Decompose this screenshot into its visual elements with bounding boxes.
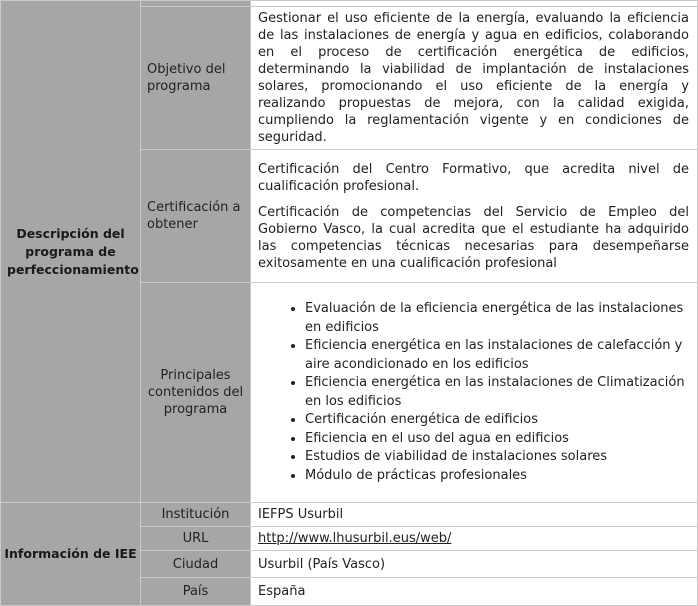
objetivo-paragraph: Gestionar el uso eficiente de la energía, evaluando la eficiencia de las instalaciones de energía y agua en edificios, colaborando en el proceso de certificación energética de edificios, determinando la viabilidad de implantación de instalaciones solares, promocionando el uso eficiente de la energía y realizando propuestas de mejora, con la calidad exigida, cumpliendo la reglamentación vigente y en condiciones de seguridad. <box>258 11 689 145</box>
certificacion-paragraph-2: Certificación de competencias del Servicio de Empleo del Gobierno Vasco, la cual acredita que el estudiante ha adquirido las competencias técnicas necesarias para desempeñarse exitosamente en una cualificación profesional <box>258 204 689 271</box>
certificacion-text <box>251 150 698 283</box>
list-item: • Eficiencia energética en las instalaciones de Climatización en los edificios <box>305 374 689 411</box>
institucion-value: IEFPS Usurbil <box>251 503 698 527</box>
url-cell <box>251 527 698 551</box>
ciudad-label: Ciudad <box>141 551 251 578</box>
pais-label: País <box>141 578 251 606</box>
list-item: • Certificación energética de edificios <box>305 411 689 430</box>
url-link[interactable]: http://www.lhusurbil.eus/web/ <box>258 531 452 546</box>
contenidos-label: Principales contenidos del programa <box>141 283 251 503</box>
program-section-header <box>1 1 141 503</box>
list-item: • Evaluación de la eficiencia energética de las instalaciones en edificios <box>305 300 689 337</box>
certificacion-label: Certificación a obtener <box>141 150 251 283</box>
url-label: URL <box>141 527 251 551</box>
pais-value: España <box>251 578 698 606</box>
list-item: • Eficiencia en el uso del agua en edificios <box>305 430 689 449</box>
contenidos-list <box>251 300 697 485</box>
objetivo-label: Objetivo del programa <box>141 7 251 150</box>
list-item: • Estudios de viabilidad de instalaciones solares <box>305 448 689 467</box>
iee-section-label: Información de IEE <box>4 546 137 561</box>
institucion-row <box>1 503 698 527</box>
ciudad-value: Usurbil (País Vasco) <box>251 551 698 578</box>
iee-section-header <box>1 503 141 606</box>
list-item: • Eficiencia energética en las instalaciones de calefacción y aire acondicionado en los edificios <box>305 337 689 374</box>
objetivo-text <box>251 7 698 150</box>
contenidos-list-cell <box>251 283 698 503</box>
institucion-label: Institución <box>141 503 251 527</box>
list-item: • Módulo de prácticas profesionales <box>305 467 689 486</box>
program-section-label: Descripción del programa de perfeccionamiento <box>7 225 139 277</box>
certificacion-paragraph-1: Certificación del Centro Formativo, que acredita nivel de cualificación profesional. <box>258 161 689 194</box>
